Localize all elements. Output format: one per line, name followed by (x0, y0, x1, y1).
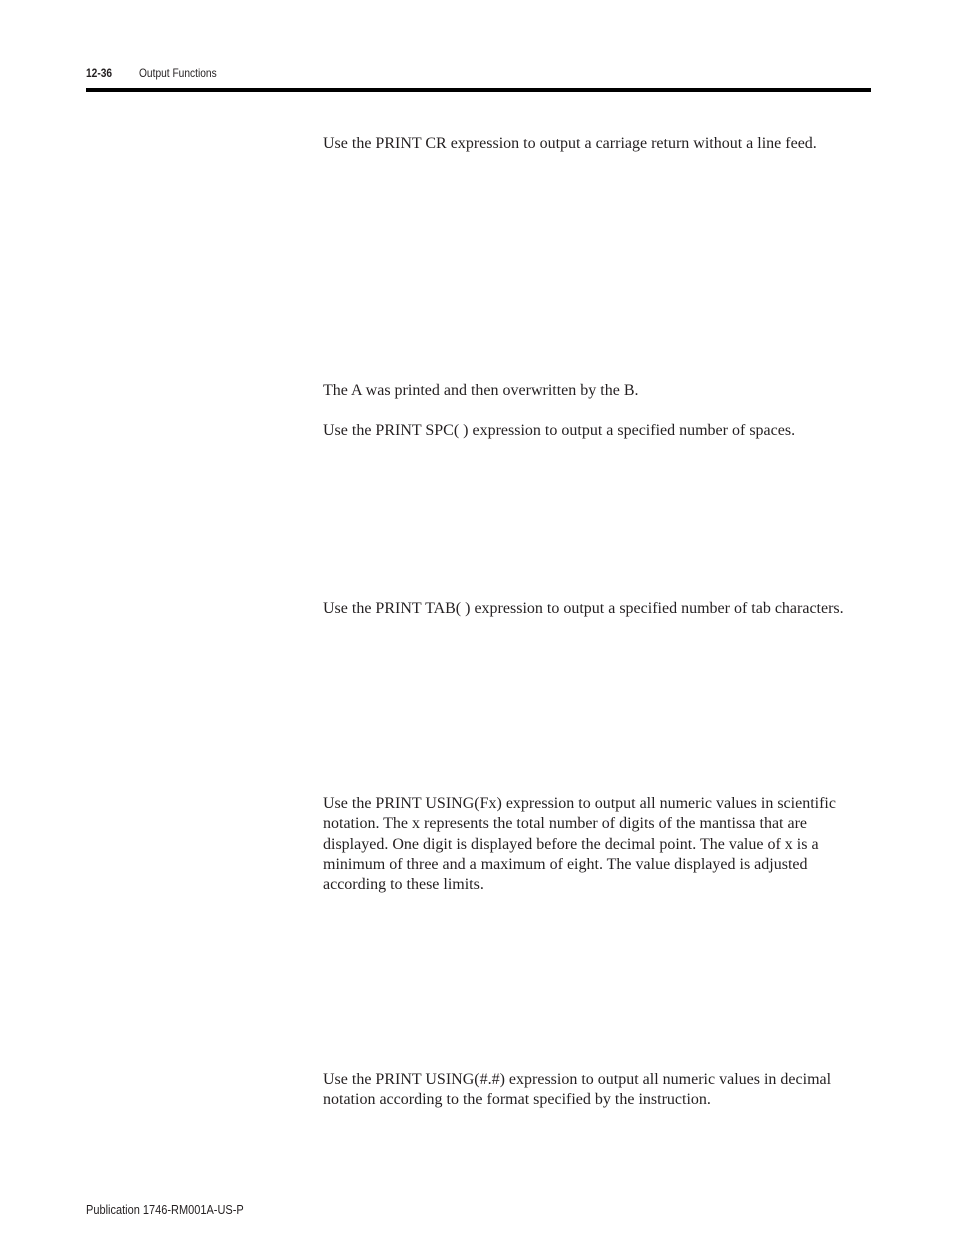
paragraph-overwrite-note: The A was printed and then overwritten by the B. (323, 382, 639, 399)
paragraph-print-spc: Use the PRINT SPC( ) expression to output a specified number of spaces. (323, 422, 796, 439)
section-title: Output Functions (139, 66, 217, 80)
page-number: 12-36 (86, 66, 113, 80)
paragraph-print-tab: Use the PRINT TAB( ) expression to output a specified number of tab characters. (323, 600, 844, 617)
paragraph-print-cr: Use the PRINT CR expression to output a carriage return without a line feed. (323, 135, 817, 152)
header-rule (86, 88, 871, 92)
paragraph-print-using-fx: Use the PRINT USING(Fx) expression to output all numeric values in scientific notation. The x represents the total number of digits of the mantissa that are displayed. One digit is displayed before the decimal point. The value of x is a minimum of three and a maximum of eight. The value displayed is adjusted according to these limits. (323, 795, 836, 894)
paragraph-print-using-decimal: Use the PRINT USING(#.#) expression to output all numeric values in decimal notation according to the format specified by the instruction. (323, 1071, 832, 1109)
publication-footer: Publication 1746-RM001A-US-P (86, 1203, 244, 1217)
